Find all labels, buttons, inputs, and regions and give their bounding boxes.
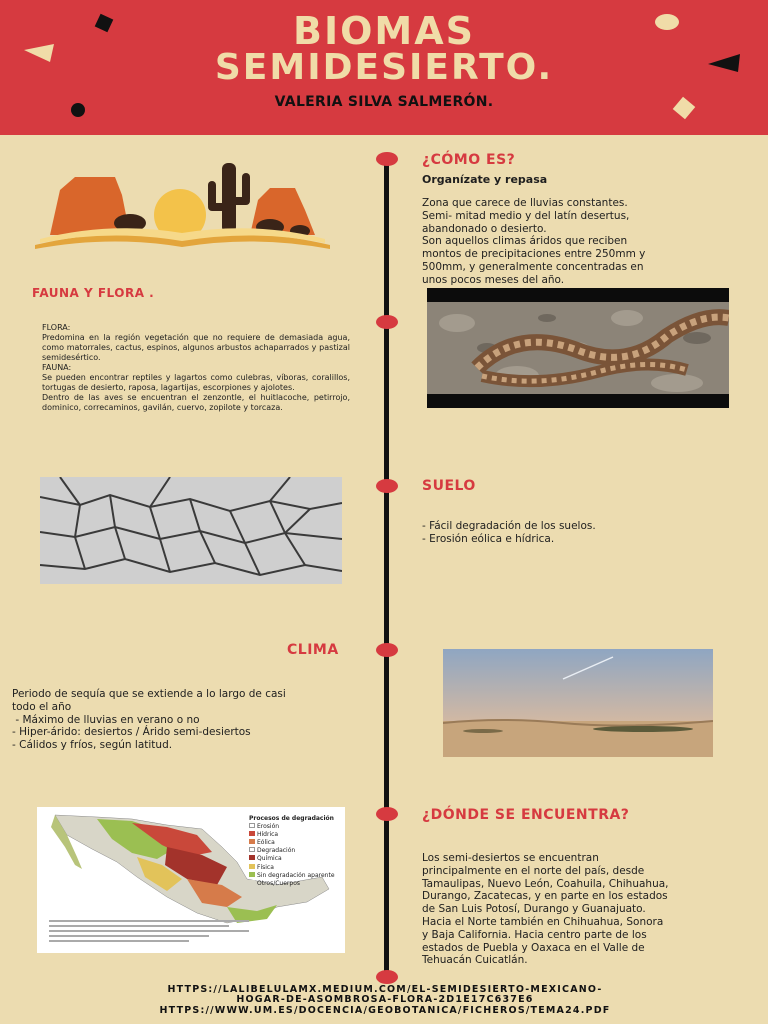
suelo-text <box>422 520 742 546</box>
fauna-flora-line: FLORA: <box>42 323 71 332</box>
timeline-dot <box>376 152 398 166</box>
fauna-flora-line: Predomina en la región vegetación que no requiere de demasiada agua, como matorrales, cactus, espinos, algunos arbustos achaparrados y pastizal semidesértico. <box>42 333 350 362</box>
title-line-1: BIOMAS <box>293 9 475 53</box>
timeline-dot <box>376 315 398 329</box>
map-legend-item <box>249 872 335 880</box>
timeline-dot <box>376 970 398 984</box>
donde-line: de San Luis Potosí, Durango y Guanajuato. <box>422 903 646 916</box>
fauna-flora-line: FAUNA: <box>42 363 72 372</box>
como-es-line: montos de precipitaciones entre 250mm y <box>422 248 646 261</box>
map-legend-item <box>249 823 335 831</box>
como-es-text <box>422 197 742 287</box>
header-banner <box>0 0 768 135</box>
como-es-line: 500mm, y generalmente concentradas en <box>422 260 644 273</box>
como-es-line: Semi- mitad medio y del latín desertus, <box>422 209 630 222</box>
fauna-flora-line: Dentro de las aves se encuentran el zenzontle, el huitlacoche, petirrojo, dominico, correcaminos, gavilán, cuervo, zopilote y torcaza. <box>42 393 350 412</box>
map-legend-item <box>249 864 335 872</box>
clima-line: Periodo de sequía que se extiende a lo largo de casi <box>12 688 286 700</box>
clima-line: todo el año <box>12 700 72 713</box>
donde-heading: ¿DÓNDE SE ENCUENTRA? <box>422 807 630 823</box>
reference-link[interactable]: HTTPS://LALIBELULAMX.MEDIUM.COM/EL-SEMIDESIERTO-MEXICANO- <box>167 984 603 995</box>
cracked-soil-photo <box>40 477 342 584</box>
mexico-degradation-map <box>37 807 345 953</box>
suelo-heading: SUELO <box>422 478 476 494</box>
snake-photo <box>427 288 729 408</box>
references <box>60 985 710 1016</box>
desert-book-illustration <box>30 155 335 250</box>
map-legend-label: Sin degradación aparente <box>257 871 335 879</box>
como-es-line: unos pocos meses del año. <box>422 273 565 286</box>
clima-text <box>12 688 377 752</box>
suelo-line: - Fácil degradación de los suelos. <box>422 520 596 532</box>
map-legend-title: Procesos de degradación <box>249 815 334 822</box>
title-line-2: SEMIDESIERTO. <box>214 47 554 88</box>
map-legend-label: Química <box>257 855 282 863</box>
map-legend-item <box>249 880 335 888</box>
timeline-dot <box>376 807 398 821</box>
como-es-subheading: Organízate y repasa <box>422 173 548 186</box>
donde-line: Hacia el Norte también en Chihuahua, Sonora <box>422 915 664 928</box>
donde-line: principalmente en el norte del país, desde <box>422 864 645 877</box>
map-legend-item <box>249 839 335 847</box>
clima-heading: CLIMA <box>287 642 339 658</box>
donde-line: Los semi-desiertos se encuentran <box>422 852 599 864</box>
fauna-flora-text <box>42 323 350 413</box>
clima-line: - Cálidos y fríos, según latitud. <box>12 739 173 752</box>
map-legend <box>249 815 335 888</box>
map-legend-item <box>249 831 335 839</box>
reference-link[interactable]: HTTPS://WWW.UM.ES/DOCENCIA/GEOBOTANICA/FICHEROS/TEMA24.PDF <box>159 1004 611 1016</box>
como-es-line: abandonado o desierto. <box>422 222 547 235</box>
donde-line: Tamaulipas, Nuevo León, Coahuila, Chihuahua, <box>422 877 669 890</box>
map-legend-item <box>249 855 335 863</box>
map-legend-label: Otros/Cuerpos <box>257 879 300 887</box>
map-legend-label: Física <box>257 863 274 871</box>
donde-text <box>422 852 752 967</box>
map-legend-label: Degradación <box>257 847 296 855</box>
donde-line: Tehuacán Cuicatlán. <box>422 954 528 967</box>
fauna-flora-heading: FAUNA Y FLORA . <box>32 286 155 300</box>
author-name: VALERIA SILVA SALMERÓN. <box>274 94 494 110</box>
como-es-heading: ¿CÓMO ES? <box>422 152 516 168</box>
clima-line: - Hiper-árido: desiertos / Árido semi-desiertos <box>12 726 251 739</box>
desert-landscape-photo <box>443 649 713 757</box>
map-legend-label: Hídrica <box>257 831 279 839</box>
donde-line: y Baja California. Hacia centro parte de los <box>422 928 647 941</box>
map-legend-item <box>249 847 335 855</box>
timeline-dot <box>376 479 398 493</box>
timeline-dot <box>376 643 398 657</box>
donde-line: estados de Puebla y Oaxaca en el Valle de <box>422 941 645 954</box>
como-es-line: Zona que carece de lluvias constantes. <box>422 197 628 209</box>
map-legend-label: Eólica <box>257 839 275 847</box>
donde-line: Durango, Zacatecas, y en parte en los estados <box>422 890 668 903</box>
map-caption-lines <box>49 917 249 945</box>
como-es-line: Son aquellos climas áridos que reciben <box>422 235 628 248</box>
suelo-line: - Erosión eólica e hídrica. <box>422 532 555 545</box>
clima-line: - Máximo de lluvias en verano o no <box>12 713 200 726</box>
reference-link[interactable]: HOGAR-DE-ASOMBROSA-FLORA-2D1E17C637E6 <box>236 994 534 1006</box>
map-legend-label: Erosión <box>257 823 280 831</box>
timeline-line <box>384 158 389 978</box>
fauna-flora-line: Se pueden encontrar reptiles y lagartos como culebras, víboras, coralillos, tortugas de desierto, raposa, lagartijas, escorpiones y ajolotes. <box>42 373 350 392</box>
